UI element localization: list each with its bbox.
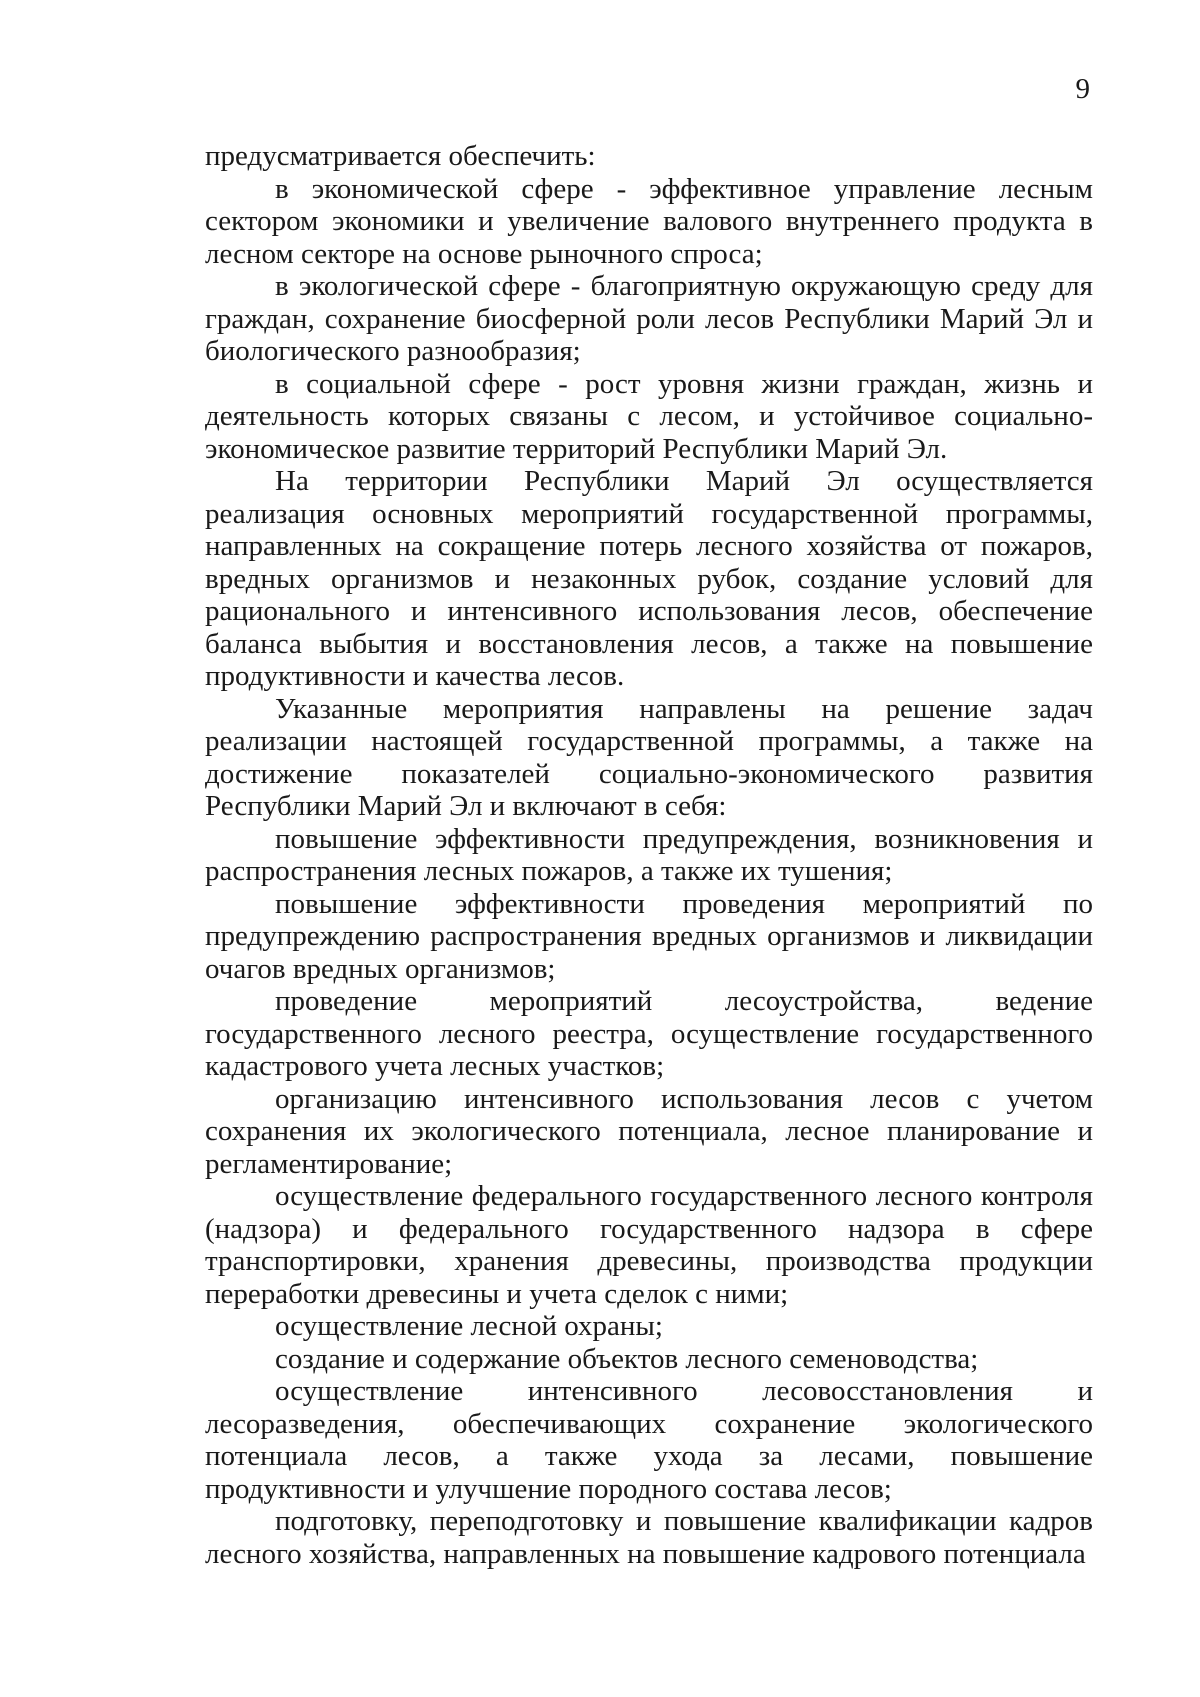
list-item-reforestation: осуществление интенсивного лесовосстановления и лесоразведения, обеспечивающих сохранение экологического потенциала лесов, а также ухода за лесами, повышение продуктивности и улучшение породного состава лесов; xyxy=(205,1375,1093,1505)
list-item-forest-protection: осуществление лесной охраны; xyxy=(275,1310,663,1342)
list-item-seed-production: создание и содержание объектов лесного семеноводства; xyxy=(275,1342,979,1375)
list-item-pest-control: повышение эффективности проведения мероприятий по предупреждению распространения вредных организмов и ликвидации очагов вредных организмов; xyxy=(205,887,1093,985)
list-item-forest-management: проведение мероприятий лесоустройства, ведение государственного лесного реестра, осуществление государственного кадастрового учета лесных участков; xyxy=(205,985,1093,1082)
list-item-staff-training: подготовку, переподготовку и повышение квалификации кадров лесного хозяйства, направленных на повышение кадрового потенциала xyxy=(205,1505,1093,1570)
paragraph-social-sphere: в социальной сфере - рост уровня жизни граждан, жизнь и деятельность которых связаны с лесом, и устойчивое социально-экономическое развитие территорий Республики Марий Эл. xyxy=(205,367,1093,465)
list-item-federal-control: осуществление федерального государственного лесного контроля (надзора) и федерального государственного надзора в сфере транспортировки, хранения древесины, производства продукции переработки древесины и учета сделок с ними; xyxy=(205,1180,1093,1310)
list-item-fire-prevention: повышение эффективности предупреждения, возникновения и распространения лесных пожаров, а также их тушения; xyxy=(205,822,1093,887)
list-item-intensive-use: организацию интенсивного использования лесов с учетом сохранения их экологического потенциала, лесное планирование и регламентирование; xyxy=(205,1082,1093,1180)
paragraph-intro: предусматривается обеспечить: xyxy=(205,140,596,172)
document-body xyxy=(205,140,1093,1570)
paragraph-measures-intro: Указанные мероприятия направлены на решение задач реализации настоящей государственной программы, а также на достижение показателей социально-экономического развития Республики Марий Эл и включают в себя: xyxy=(205,692,1093,822)
page-number: 9 xyxy=(1075,73,1090,105)
paragraph-implementation: На территории Республики Марий Эл осуществляется реализация основных мероприятий государственной программы, направленных на сокращение потерь лесного хозяйства от пожаров, вредных организмов и незаконных рубок, создание условий для рационального и интенсивного использования лесов, обеспечение баланса выбытия и восстановления лесов, а также на повышение продуктивности и качества лесов. xyxy=(205,465,1093,692)
paragraph-ecological-sphere: в экологической сфере - благоприятную окружающую среду для граждан, сохранение биосферной роли лесов Республики Марий Эл и биологического разнообразия; xyxy=(205,270,1093,367)
paragraph-economic-sphere: в экономической сфере - эффективное управление лесным сектором экономики и увеличение валового внутреннего продукта в лесном секторе на основе рыночного спроса; xyxy=(205,172,1093,270)
